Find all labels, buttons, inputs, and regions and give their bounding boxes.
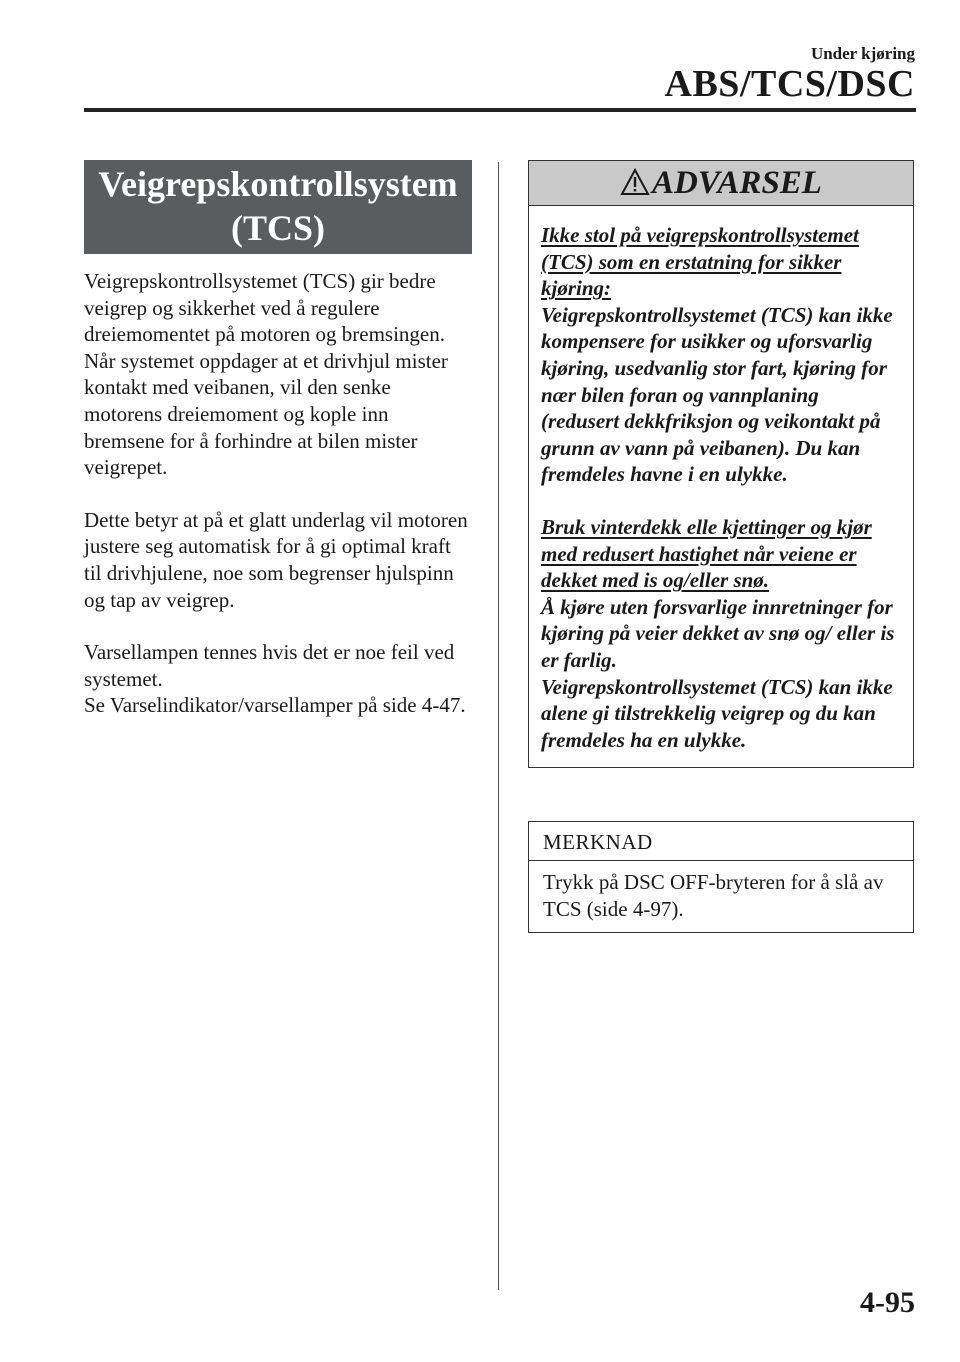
warning-lamp-paragraph: [84, 639, 472, 719]
note-text: Trykk på DSC OFF-bryteren for å slå av TCS (side 4-97).: [543, 870, 884, 921]
warning-lamp-text: Varsellampen tennes hvis det er noe feil ved systemet.: [84, 640, 455, 691]
header-rule: [84, 108, 916, 112]
warning-text-1: Veigrepskontrollsystemet (TCS) kan ikke kompensere for usikker og uforsvarlig kjøring, usedvanlig stor fart, kjøring for nær bilen foran og vannplaning (redusert dekkfriksjon og veikontakt på grunn av vann på veibanen). Du kan fremdeles havne i en ulykke.: [541, 302, 893, 487]
warning-box: [528, 160, 914, 768]
note-box: [528, 821, 914, 933]
warning-heading: ADVARSEL: [652, 165, 822, 201]
warning-lead-2: Bruk vinterdekk elle kjettinger og kjør med redusert hastighet når veiene er dekket med is og/eller snø.: [541, 514, 872, 593]
warning-lead-1: Ikke stol på veigrepskontrollsystemet (TCS) som en erstatning for sikker kjøring:: [541, 223, 859, 301]
column-divider: [498, 162, 499, 1290]
warning-header: [529, 161, 913, 206]
section-heading-line1: Veigrepskontrollsystem: [98, 164, 458, 204]
left-column: [84, 160, 472, 719]
warning-body: [529, 206, 913, 767]
section-heading-line2: (TCS): [230, 208, 325, 248]
header-section-label: Under kjøring: [810, 44, 915, 63]
intro-paragraph: Veigrepskontrollsystemet (TCS) gir bedre veigrep og sikkerhet ved å regulere dreiemomentet på motoren og bremsingen. Når systemet oppdager at et drivhjul mister kontakt med veibanen, vil den senke motorens dreiemoment og kople inn bremsene for å forhindre at bilen mister veigrepet.: [84, 269, 448, 480]
section-heading: [84, 160, 472, 254]
slippery-surface-paragraph: Dette betyr at på et glatt underlag vil motoren justere seg automatisk for å gi optimal kraft til drivhjulene, noe som begrenser hjulspinn og tap av veigrep.: [84, 507, 468, 612]
header-title: ABS/TCS/DSC: [664, 63, 915, 105]
warning-triangle-icon: [620, 168, 650, 196]
warning-text-3: Veigrepskontrollsystemet (TCS) kan ikke alene gi tilstrekkelig veigrep og du kan fremdeles ha en ulykke.: [541, 674, 893, 752]
page-number: 4-95: [860, 1286, 915, 1319]
warning-text-2: Å kjøre uten forsvarlige innretninger for kjøring på veier dekket av snø og/ eller is er farlig.: [541, 594, 895, 672]
cross-reference-link[interactable]: Se Varselindikator/varsellamper på side 4-47.: [84, 693, 466, 718]
note-heading: MERKNAD: [529, 822, 913, 861]
